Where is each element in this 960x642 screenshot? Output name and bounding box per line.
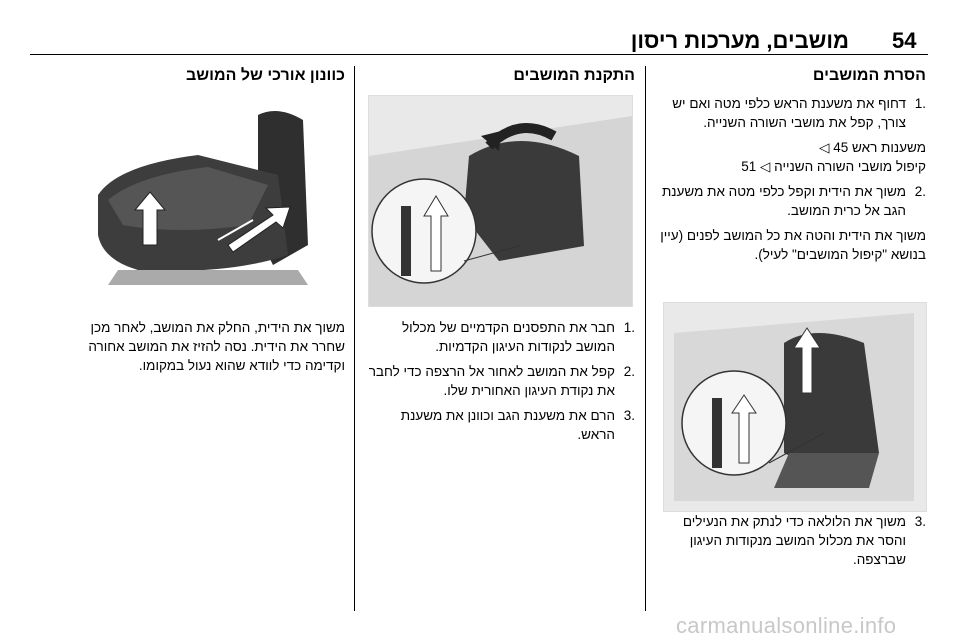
section-seat-adjustment-text <box>75 318 345 381</box>
step-item <box>655 512 926 569</box>
seat-installation-illustration <box>368 95 633 307</box>
cross-reference[interactable]: משענות ראש 45 ◁ <box>819 140 926 155</box>
section-seat-removal <box>655 66 926 270</box>
step-text: משוך את הלולאה כדי לנתק את הנעילים והסר את מכלול המושב מנקודות העיגון שברצפה. <box>682 514 906 567</box>
header-rule <box>30 54 928 55</box>
seat-adjustment-illustration <box>78 95 342 305</box>
section-seat-removal-cont <box>655 512 926 575</box>
step-number: 3. <box>914 514 926 529</box>
cross-reference[interactable]: קיפול מושבי השורה השנייה ◁ 51 <box>741 159 926 174</box>
section-seat-installation-steps <box>365 318 635 450</box>
paragraph: משוך את הידית והטה את כל המושב לפנים (עיין בנושא "קיפול המושבים" לעיל). <box>660 228 926 262</box>
step-number: 2. <box>914 184 926 199</box>
step-number: 2. <box>623 364 635 379</box>
step-text: דחוף את משענת הראש כלפי מטה ואם יש צורך, קפל את מושבי השורה השנייה. <box>672 96 906 130</box>
section-seat-adjustment <box>75 66 345 94</box>
step-number: 1. <box>623 320 635 335</box>
step-item <box>365 406 635 444</box>
step-item <box>655 94 926 132</box>
column-divider <box>645 66 646 611</box>
step-item <box>655 182 926 220</box>
page-title: מושבים, מערכות ריסון <box>630 28 849 53</box>
watermark: carmanualsonline.info <box>676 613 897 638</box>
page-number: 54 <box>892 28 917 53</box>
step-item <box>365 318 635 356</box>
step-number: 3. <box>623 408 635 423</box>
step-text: הרם את משענת הגב וכוונן את משענת הראש. <box>400 408 615 442</box>
section-heading: הסרת המושבים <box>812 67 926 84</box>
step-text: קפל את המושב לאחור אל הרצפה כדי לחבר את נקודת העיגון האחורית שלו. <box>368 364 615 398</box>
step-text: משוך את הידית וקפל כלפי מטה את משענת הגב אל כרית המושב. <box>661 184 906 218</box>
paragraph: משוך את הידית, החלק את המושב, לאחר מכן שחרר את הידית. נסה להזיז את המושב אחורה וקדימה כדי לוודא שהוא נעול במקומו. <box>88 320 345 373</box>
seat-removal-illustration <box>663 302 927 512</box>
section-heading: כוונון אורכי של המושב <box>186 67 345 84</box>
step-number: 1. <box>914 96 926 111</box>
column-divider <box>354 66 355 611</box>
step-text: חבר את התפסנים הקדמיים של מכלול המושב לנקודות העיגון הקדמיות. <box>401 320 615 354</box>
section-seat-installation <box>365 66 635 94</box>
section-heading: התקנת המושבים <box>513 67 635 84</box>
step-item <box>365 362 635 400</box>
